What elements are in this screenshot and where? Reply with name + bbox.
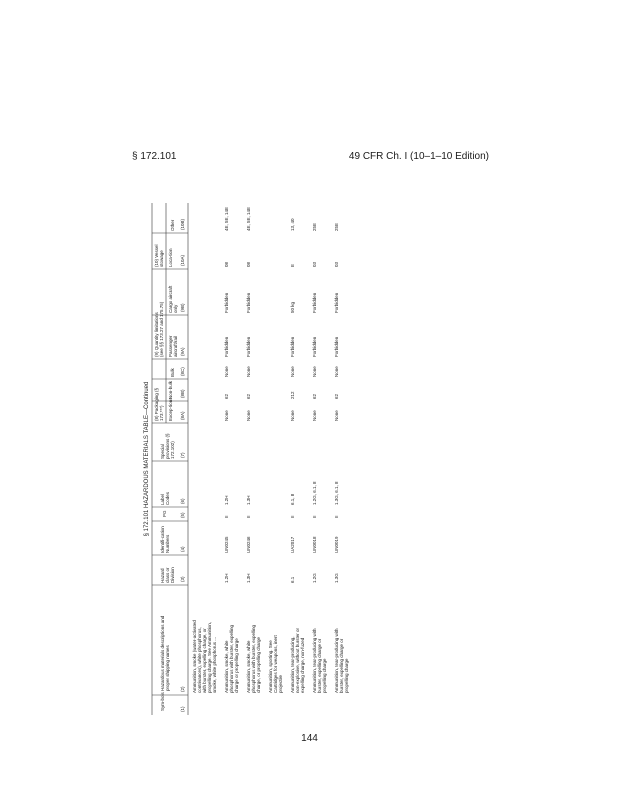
table-row [312,223,327,693]
row-description: Ammunition, smoke, whitephosphorus with burster, expellingcharge or propelling charge [224,624,239,693]
header-description: Hazardous materials descriptions andproper shipping names [160,615,170,691]
header-cargo: Cargo aircraftonly [168,285,178,313]
row-hazard-class: 6.1 [290,576,295,583]
row-cargo: Forbidden [312,292,317,313]
row-bulk: None [290,366,295,377]
row-id-number: UA2017 [290,536,295,553]
row-non-bulk: 62 [246,393,251,399]
row-cargo: Forbidden [246,292,251,313]
row-location: 08 [224,261,229,267]
row-location: 03 [312,261,317,267]
table-row [224,207,239,693]
column-number: (10A) [180,254,185,266]
row-label-codes: 1.3H [246,495,251,505]
row-pg: II [334,515,339,518]
table-title: § 172.101 HAZARDOUS MATERIALS TABLE—Continued [144,381,150,537]
row-exceptions: None [334,410,339,421]
header-hazard-class: Hazardclass orDivision [160,567,175,583]
header-location: Loca-tion [168,248,173,267]
row-non-bulk: 62 [312,393,317,399]
row-id-number: UN0246 [246,536,251,553]
row-pg: II [246,515,251,518]
column-number: (9A) [180,347,185,356]
header-symbols: Sym-bols [160,692,165,711]
row-passenger: Forbidden [224,336,229,357]
row-non-bulk: 212 [290,391,295,399]
header-bulk: Bulk [170,368,175,377]
row-description: Ammunition, sporting. SeeCartridges for weapons, inertprojectile [268,635,283,693]
column-number: (10B) [180,218,185,230]
column-number: (1) [180,706,185,712]
row-hazard-class: 1.2H [224,573,229,583]
row-pg: II [224,515,229,518]
row-non-bulk: 62 [334,393,339,399]
table-row [246,207,261,693]
page-number: 144 [301,733,318,744]
row-description: Ammunition, smoke, whitephosphorus with burster, expellingcharge, or propelling charge [246,624,261,693]
row-non-bulk: 62 [224,393,229,399]
header-exceptions: Excep-tions [168,397,173,421]
row-description: Ammunition, tear-producing withburster, expelling charge orpropelling charge [334,628,349,693]
header-quantity-group: (9) Quantity limitations(see §§ 173.27 and 175.75) [154,301,164,357]
table-row [192,620,217,693]
table-row [290,218,305,693]
row-passenger: Forbidden [312,336,317,357]
column-number: (8B) [180,389,185,398]
header-other: Other [170,219,175,231]
column-number: (9B) [180,303,185,312]
header-special-provisions: Specialprovisions (§172.102) [160,433,175,459]
column-number: (7) [180,452,185,458]
row-passenger: Forbidden [290,336,295,357]
row-exceptions: None [224,410,229,421]
row-label-codes: 6.1, 8 [290,493,295,505]
row-hazard-class: 1.3G [334,573,339,583]
row-other: 4E, 5E, 14E [224,206,229,231]
header-id-numbers: Identifi-cationNumbers [160,526,170,553]
row-label-codes: 1.2G, 6.1, 8 [312,481,317,505]
row-other: 4E, 5E, 14E [246,206,251,231]
row-description: Ammunition, tear-producing withburster, expelling charge orpropelling charge [312,628,327,693]
column-number: (4) [180,546,185,552]
row-bulk: None [224,366,229,377]
row-bulk: None [334,366,339,377]
row-pg: II [290,515,295,518]
row-bulk: None [246,366,251,377]
column-number: (2) [180,686,185,692]
header-label-codes: LabelCodes [160,491,170,505]
row-cargo: Forbidden [334,292,339,313]
header-pg: PG [162,510,167,517]
row-hazard-class: 1.3H [246,573,251,583]
row-cargo: 50 kg [290,301,295,313]
row-label-codes: 1.3G, 6.1, 8 [334,481,339,505]
cfr-edition-header: 49 CFR Ch. I (10–1–10 Edition) [348,151,489,162]
row-location: 08 [246,261,251,267]
row-pg: II [312,515,317,518]
row-cargo: Forbidden [224,292,229,313]
column-number: (3) [180,576,185,582]
table-row [268,634,283,693]
row-passenger: Forbidden [334,336,339,357]
section-header: § 172.101 [132,151,177,162]
row-id-number: UN0018 [312,536,317,553]
row-passenger: Forbidden [246,336,251,357]
row-hazard-class: 1.2G [312,573,317,583]
column-number: (6) [180,498,185,504]
header-vessel-group: (10) Vesselstowage [154,244,164,267]
row-id-number: UN0245 [224,536,229,553]
column-number: (8C) [180,367,185,376]
row-other: 25E [312,222,317,231]
row-id-number: UN0019 [334,536,339,553]
row-description: Ammunition, tear-producing,non-explosive, without burster orexpelling charge, non-fuzed [290,627,305,693]
row-label-codes: 1.2H [224,495,229,505]
row-exceptions: None [246,410,251,421]
header-non-bulk: Non-bulk [168,380,173,399]
row-location: E [290,263,295,267]
row-exceptions: None [290,410,295,421]
row-location: 03 [334,261,339,267]
column-number: (8A) [180,411,185,420]
table-cells [144,207,349,712]
header-packaging-group: (8) Packaging (§173.***) [154,387,164,421]
row-other: 25E [334,222,339,231]
column-number: (5) [180,512,185,518]
row-exceptions: None [312,410,317,421]
header-passenger: Passengeraircraft/rail [168,335,178,357]
row-description: Ammunition, smoke (water-activatedcontrivances), white phosphorus,with burster, expelling charge, orpropelling charge. See Ammunition,smoke, white phosphorus ... [192,620,217,693]
table-row [334,223,349,693]
row-other: 13, 40 [290,218,295,231]
row-bulk: None [312,366,317,377]
